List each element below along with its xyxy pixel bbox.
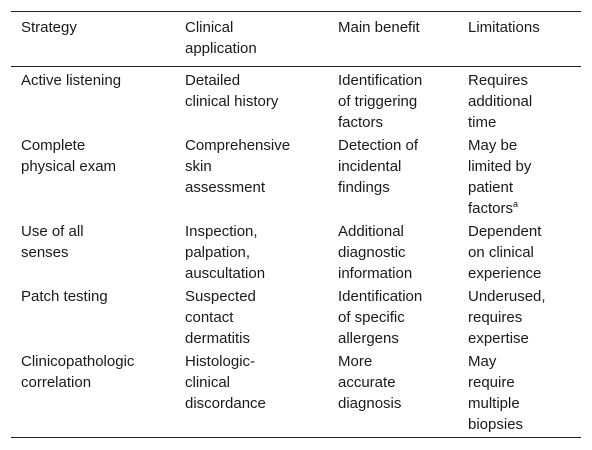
cell-main-benefit: Identification of specific allergens: [338, 288, 423, 347]
cell-limitations: [468, 135, 531, 219]
cell-main-benefit: Additional diagnostic information: [338, 223, 413, 282]
cell-limitations: May require multiple biopsies: [468, 353, 524, 433]
table-row: [11, 351, 581, 437]
header-clinical-application: Clinical application: [185, 19, 257, 57]
cell-clinical-application: Comprehensive skin assessment: [185, 137, 291, 196]
table-row: [11, 221, 581, 286]
cell-clinical-application: Detailed clinical history: [185, 72, 279, 110]
cell-limitations-text: May be limited by patient factors: [468, 137, 532, 217]
cell-clinical-application: Inspection, palpation, auscultation: [185, 223, 266, 282]
cell-strategy: Complete physical exam: [21, 137, 117, 175]
cell-strategy: Patch testing: [21, 288, 108, 305]
table-row: [11, 70, 581, 135]
cell-main-benefit: More accurate diagnosis: [338, 353, 402, 412]
cell-clinical-application: Histologic- clinical discordance: [185, 353, 266, 412]
table-row: [11, 286, 581, 351]
data-table: [11, 11, 581, 438]
cell-strategy: Clinicopathologic correlation: [21, 353, 135, 391]
cell-main-benefit: Identification of triggering factors: [338, 72, 423, 131]
header-strategy: Strategy: [21, 19, 77, 36]
table-row: [11, 135, 581, 221]
cell-limitations: Requires additional time: [468, 72, 533, 131]
footnote-marker: a: [513, 199, 519, 209]
cell-main-benefit: Detection of incidental findings: [338, 137, 419, 196]
cell-limitations: Underused, requires expertise: [468, 288, 546, 347]
table-header: [11, 12, 581, 67]
cell-strategy: Active listening: [21, 72, 122, 89]
cell-strategy: Use of all senses: [21, 223, 84, 261]
header-main-benefit: Main benefit: [338, 19, 420, 36]
header-limitations: Limitations: [468, 19, 540, 36]
cell-limitations: Dependent on clinical experience: [468, 223, 542, 282]
cell-clinical-application: Suspected contact dermatitis: [185, 288, 256, 347]
